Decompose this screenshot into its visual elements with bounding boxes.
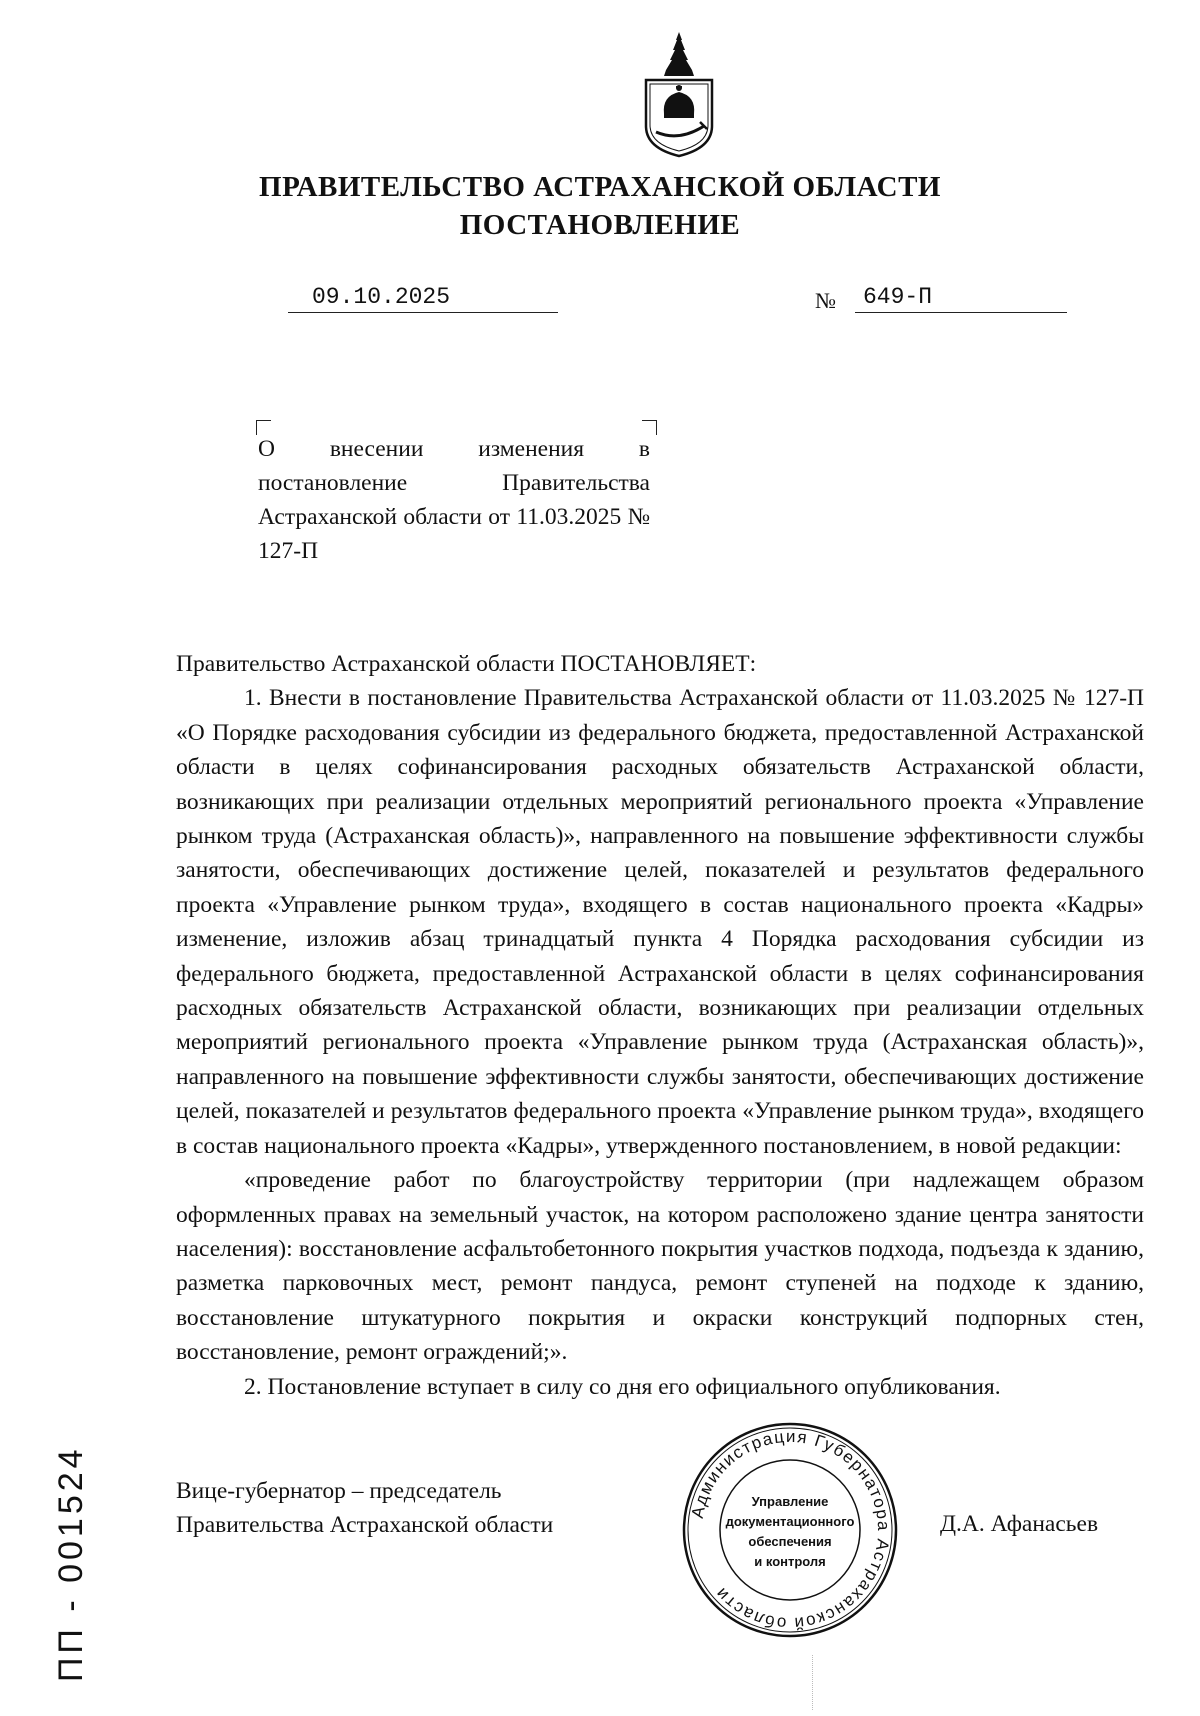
coat-of-arms-icon [640,30,718,158]
position-line-2: Правительства Астраханской области [176,1512,554,1538]
intro-paragraph: Правительство Астраханской области ПОСТАНОВЛЯЕТ: [176,651,757,677]
item-1-paragraph: 1. Внести в постановление Правительства Астраханской области от 11.03.2025 № 127-П «О Порядке расходования субсидии из федерального бюджета, предоставленной Астраханской области в целях софинансирования расходных обязательств Астраханской области, возникающих при реализации отдельных мероприятий регионального проекта «Управление рынком труда (Астраханская область)», направленного на повышение эффективности службы занятости, обеспечивающих достижение целей, показателей и результатов федерального проекта «Управление рынком труда», входящего в состав национального проекта «Кадры» изменение, изложив абзац тринадцатый пункта 4 Порядка расходования субсидии из федерального бюджета, предоставленной Астраханской области в целях софинансирования расходных обязательств Астраханской области, возникающих при реализации отдельных мероприятий регионального проекта «Управление рынком труда (Астраханская область)», направленного на повышение эффективности службы занятости, обеспечивающих достижение целей, показателей и результатов федерального проекта «Управление рынком труда», входящего в состав национального проекта «Кадры», утвержденного постановлением, в новой редакции: [176,685,1144,1159]
registration-code [38,1370,98,1690]
registration-code-text: ПП - 001524 [52,1445,90,1682]
quote-paragraph: «проведение работ по благоустройству территории (при надлежащем образом оформленных правах на земельный участок, на котором расположено здание центра занятости населения): восстановление асфальтобетонного покрытия участков подхода, подъезда к зданию, разметка парковочных мест, ремонт пандуса, ремонт ступеней на подходе к зданию, восстановление штукатурного покрытия и окраски конструкций подпорных стен, восстановление, ремонт ограждений;». [176,1167,1144,1366]
document-date: 09.10.2025 [288,282,558,313]
scan-artifact-line [812,1655,814,1710]
organization-title: ПРАВИТЕЛЬСТВО АСТРАХАНСКОЙ ОБЛАСТИ [259,171,941,203]
signatory-name: Д.А. Афанасьев [940,1511,1099,1537]
document-number: 649-П [855,282,1067,313]
document-body [176,647,1144,1404]
stamp-line-1: Управление [751,1494,829,1509]
position-line-1: Вице-губернатор – председатель [176,1478,502,1504]
number-label: № [815,288,836,313]
svg-text:Администрация Губернатора Астр [688,1427,893,1633]
stamp-line-2: документационного [725,1514,855,1529]
document-type: ПОСТАНОВЛЕНИЕ [459,209,741,241]
stamp-outer-text: Администрация Губернатора Астраханской области [687,1426,894,1634]
stamp-line-4: и контроля [754,1554,826,1569]
item-2-paragraph: 2. Постановление вступает в силу со дня его официального опубликования. [244,1373,1001,1400]
signatory-position [176,1474,656,1542]
document-subject: О внесении изменения в постановление Правительства Астраханской области от 11.03.2025 № 127-П [258,436,650,564]
stamp-line-3: обеспечения [748,1534,832,1549]
official-stamp [680,1420,900,1640]
